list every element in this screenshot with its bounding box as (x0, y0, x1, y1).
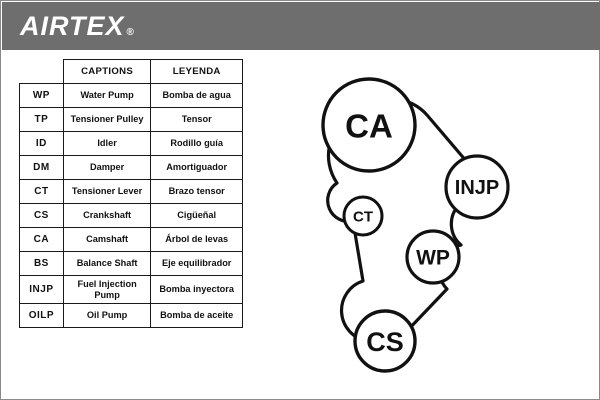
brand-name: AIRTEX (20, 10, 125, 41)
cell-code: CT (20, 180, 64, 204)
cell-code: BS (20, 252, 64, 276)
table-row (20, 156, 243, 180)
table-row (20, 180, 243, 204)
cell-caption-en: Camshaft (63, 228, 151, 252)
table-header-row (20, 60, 243, 84)
cell-caption-en: Water Pump (63, 84, 151, 108)
cell-caption-es: Rodillo guía (151, 132, 243, 156)
cell-caption-es: Tensor (151, 108, 243, 132)
column-header-code (20, 60, 64, 84)
table-row (20, 132, 243, 156)
pulley-label-cs: CS (366, 327, 404, 357)
table-row (20, 204, 243, 228)
cell-code: DM (20, 156, 64, 180)
table-row (20, 304, 243, 328)
column-header-captions: CAPTIONS (63, 60, 151, 84)
belt-routing-diagram (301, 53, 591, 391)
cell-caption-es: Bomba de aceite (151, 304, 243, 328)
cell-caption-en: Tensioner Pulley (63, 108, 151, 132)
cell-caption-es: Brazo tensor (151, 180, 243, 204)
cell-caption-en: Fuel Injection Pump (63, 276, 151, 304)
cell-caption-es: Bomba de agua (151, 84, 243, 108)
cell-code: WP (20, 84, 64, 108)
legend-table (19, 59, 243, 328)
cell-caption-en: Damper (63, 156, 151, 180)
cell-caption-en: Balance Shaft (63, 252, 151, 276)
table-row (20, 228, 243, 252)
cell-caption-es: Cigüeñal (151, 204, 243, 228)
header-bar (2, 2, 600, 50)
cell-caption-en: Idler (63, 132, 151, 156)
cell-code: CA (20, 228, 64, 252)
cell-caption-es: Amortiguador (151, 156, 243, 180)
cell-caption-en: Tensioner Lever (63, 180, 151, 204)
table-row (20, 276, 243, 304)
airtex-logo (20, 11, 134, 41)
cell-code: TP (20, 108, 64, 132)
cell-code: CS (20, 204, 64, 228)
table-row (20, 252, 243, 276)
pulley-label-ca: CA (345, 107, 393, 145)
cell-caption-en: Crankshaft (63, 204, 151, 228)
cell-code: ID (20, 132, 64, 156)
registered-trademark-icon: ® (126, 27, 134, 38)
pulley-label-wp: WP (416, 246, 450, 270)
column-header-leyenda: LEYENDA (151, 60, 243, 84)
table-row (20, 84, 243, 108)
pulley-label-injp: INJP (454, 177, 500, 199)
cell-caption-es: Árbol de levas (151, 228, 243, 252)
cell-code: OILP (20, 304, 64, 328)
cell-code: INJP (20, 276, 64, 304)
pulley-label-ct: CT (353, 208, 373, 226)
cell-caption-en: Oil Pump (63, 304, 151, 328)
cell-caption-es: Eje equilibrador (151, 252, 243, 276)
table-row (20, 108, 243, 132)
cell-caption-es: Bomba inyectora (151, 276, 243, 304)
